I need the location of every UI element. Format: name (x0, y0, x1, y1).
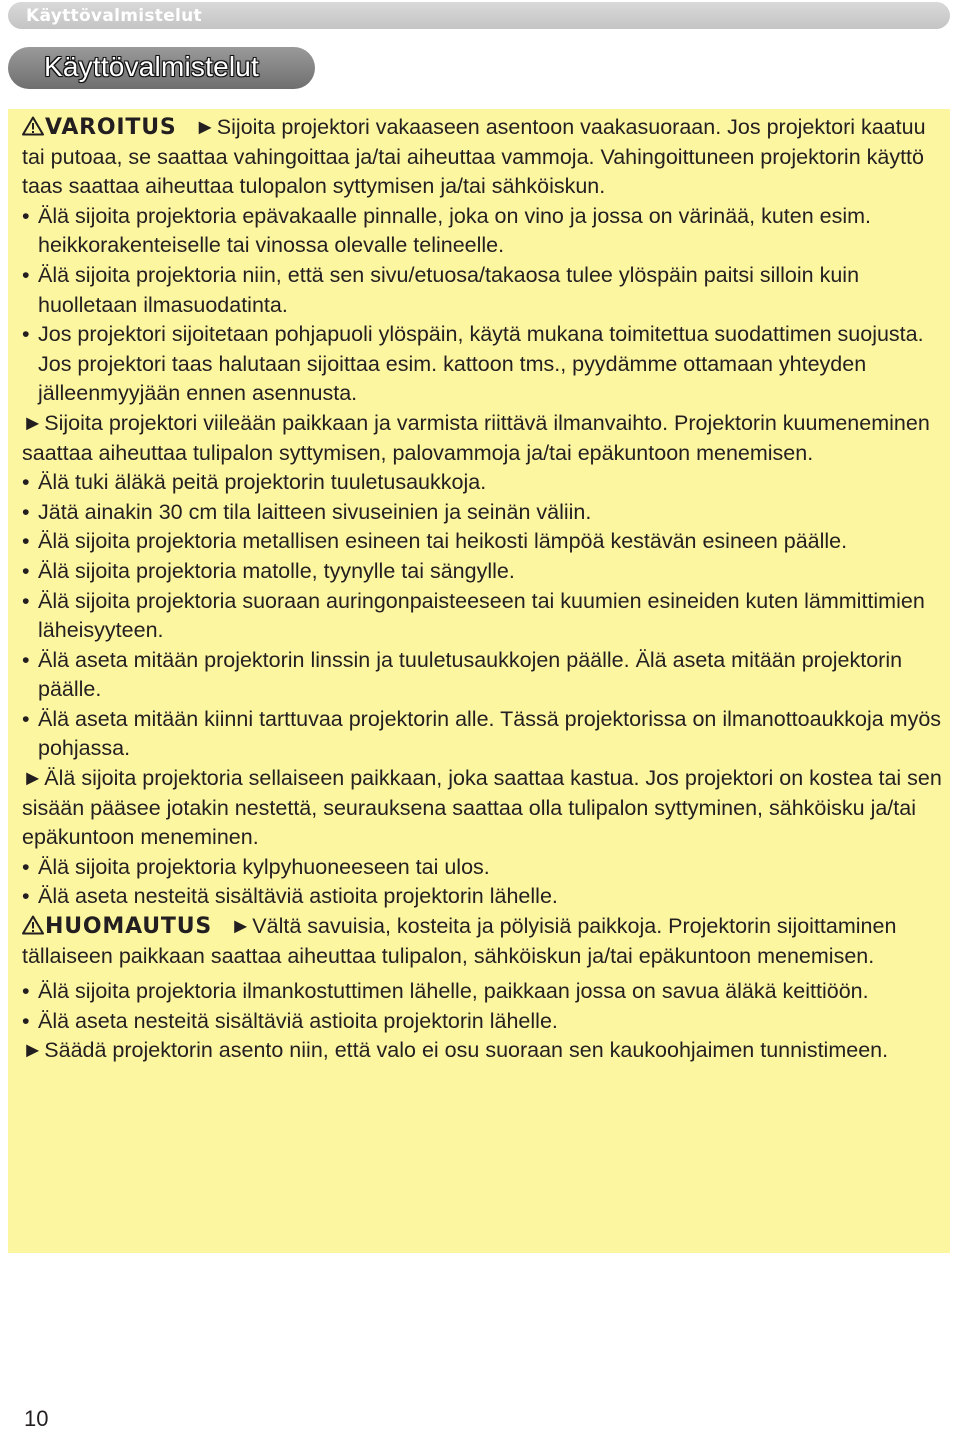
safety-notice-content (22, 113, 942, 1066)
bullet-dot-icon: • (22, 262, 30, 287)
bullet-dot-icon: • (22, 706, 30, 731)
ventilation-bullet-3: • Älä sijoita projektoria metallisen esineen tai heikosti lämpöä kestävän esineen päälle. (22, 527, 942, 557)
bullet-dot-icon: • (22, 1008, 30, 1033)
caution-lead-text: Vältä savuisia, kosteita ja pölyisiä paikkoja. Projektorin sijoittaminen tällaiseen paikkaan saattaa aiheuttaa tulipalon, sähköiskun ja/tai epäkuntoon menemisen. (22, 914, 897, 968)
moisture-bullet-2: • Älä aseta nesteitä sisältäviä astioita projektorin lähelle. (22, 882, 942, 912)
section-heading (8, 47, 315, 89)
running-header (8, 2, 950, 29)
ventilation-bullet-7: • Älä aseta mitään kiinni tarttuvaa projektorin alle. Tässä projektorissa on ilmanottoaukkoja myös pohjassa. (22, 706, 942, 761)
bullet-dot-icon: • (22, 203, 30, 228)
running-header-title: Käyttövalmistelut (26, 6, 202, 26)
warning-lead-paragraph (22, 113, 942, 202)
bullet-dot-icon: • (22, 529, 30, 554)
bullet-dot-icon: • (22, 588, 30, 613)
right-pointer-arrow-icon: ► (22, 766, 44, 791)
ventilation-bullet-4: • Älä sijoita projektoria matolle, tyynylle tai sängylle. (22, 557, 942, 587)
right-pointer-arrow-icon: ► (22, 410, 44, 435)
section-title: Käyttövalmistelut (44, 51, 260, 82)
ventilation-bullet-5: • Älä sijoita projektoria suoraan auringonpaisteeseen tai kuumien esineiden kuten lämmittimien läheisyyteen. (22, 588, 925, 643)
bullet-dot-icon: • (22, 647, 30, 672)
caution-bullet-2: • Älä aseta nesteitä sisältäviä astioita projektorin lähelle. (22, 1007, 942, 1037)
right-pointer-arrow-icon: ► (22, 1038, 44, 1063)
warning-label: VAROITUS (45, 115, 177, 140)
warning-bullet-2: • Älä sijoita projektoria niin, että sen sivu/etuosa/takaosa tulee ylöspäin paitsi silloin kuin huolletaan ilmasuodatinta. (22, 262, 860, 317)
warning-bullet-1: • Älä sijoita projektoria epävakaalle pinnalle, joka on vino ja jossa on värinää, kuten esim. heikkorakenteiselle tai vinossa olevalle telineelle. (22, 203, 872, 258)
right-pointer-arrow-icon: ► (230, 914, 252, 939)
caution-label: HUOMAUTUS (45, 914, 213, 940)
ventilation-bullet-2: • Jätä ainakin 30 cm tila laitteen sivuseinien ja seinän väliin. (22, 498, 942, 528)
moisture-lead-paragraph: ►Älä sijoita projektoria sellaiseen paikkaan, joka saattaa kastua. Jos projektori on kostea tai sen sisään pääsee jotakin nestettä, seurauksena saattaa olla tulipalon syttyminen, sähköisku ja/tai epäkuntoon meneminen. (22, 766, 942, 850)
warning-lead-text: Sijoita projektori vakaaseen asentoon vaakasuoraan. Jos projektori kaatuu tai putoaa, se saattaa vahingoittaa ja/tai aiheuttaa vammoja. Vahingoittuneen projektorin käyttö taas saattaa aiheuttaa tulopalon syttymisen ja/tai sähköiskun. (22, 115, 926, 199)
right-pointer-arrow-icon: ► (194, 115, 216, 139)
caution-lead-paragraph (22, 912, 942, 971)
remote-sensor-paragraph: ►Säädä projektorin asento niin, että valo ei osu suoraan sen kaukoohjaimen tunnistimeen. (22, 1038, 889, 1063)
bullet-dot-icon: • (22, 322, 30, 347)
warning-triangle-icon (22, 116, 44, 136)
bullet-dot-icon: • (22, 884, 30, 909)
bullet-dot-icon: • (22, 979, 30, 1004)
ventilation-lead-paragraph: ►Sijoita projektori viileään paikkaan ja varmista riittävä ilmanvaihto. Projektorin kuumeneminen saattaa aiheuttaa tulipalon syttymisen, palovammoja ja/tai epäkuntoon menemisen. (22, 410, 930, 465)
bullet-dot-icon: • (22, 470, 30, 495)
ventilation-bullet-1: • Älä tuki äläkä peitä projektorin tuuletusaukkoja. (22, 468, 942, 498)
bullet-dot-icon: • (22, 558, 30, 583)
caution-bullet-1: • Älä sijoita projektoria ilmankostuttimen lähelle, paikkaan jossa on savua äläkä keittiöön. (22, 977, 942, 1007)
bullet-dot-icon: • (22, 499, 30, 524)
moisture-bullet-1: • Älä sijoita projektoria kylpyhuoneeseen tai ulos. (22, 853, 942, 883)
bullet-dot-icon: • (22, 854, 30, 879)
warning-triangle-icon (22, 915, 44, 935)
warning-bullet-3: • Jos projektori sijoitetaan pohjapuoli ylöspäin, käytä mukana toimitettua suodattimen suojusta. Jos projektori taas halutaan sijoittaa esim. kattoon tms., pyydämme ottamaan yhteyden jälleenmyyjään ennen asennusta. (22, 322, 924, 406)
page-number: 10 (24, 1406, 49, 1431)
ventilation-bullet-6: • Älä aseta mitään projektorin linssin ja tuuletusaukkojen päälle. Älä aseta mitään projektorin päälle. (22, 647, 903, 702)
